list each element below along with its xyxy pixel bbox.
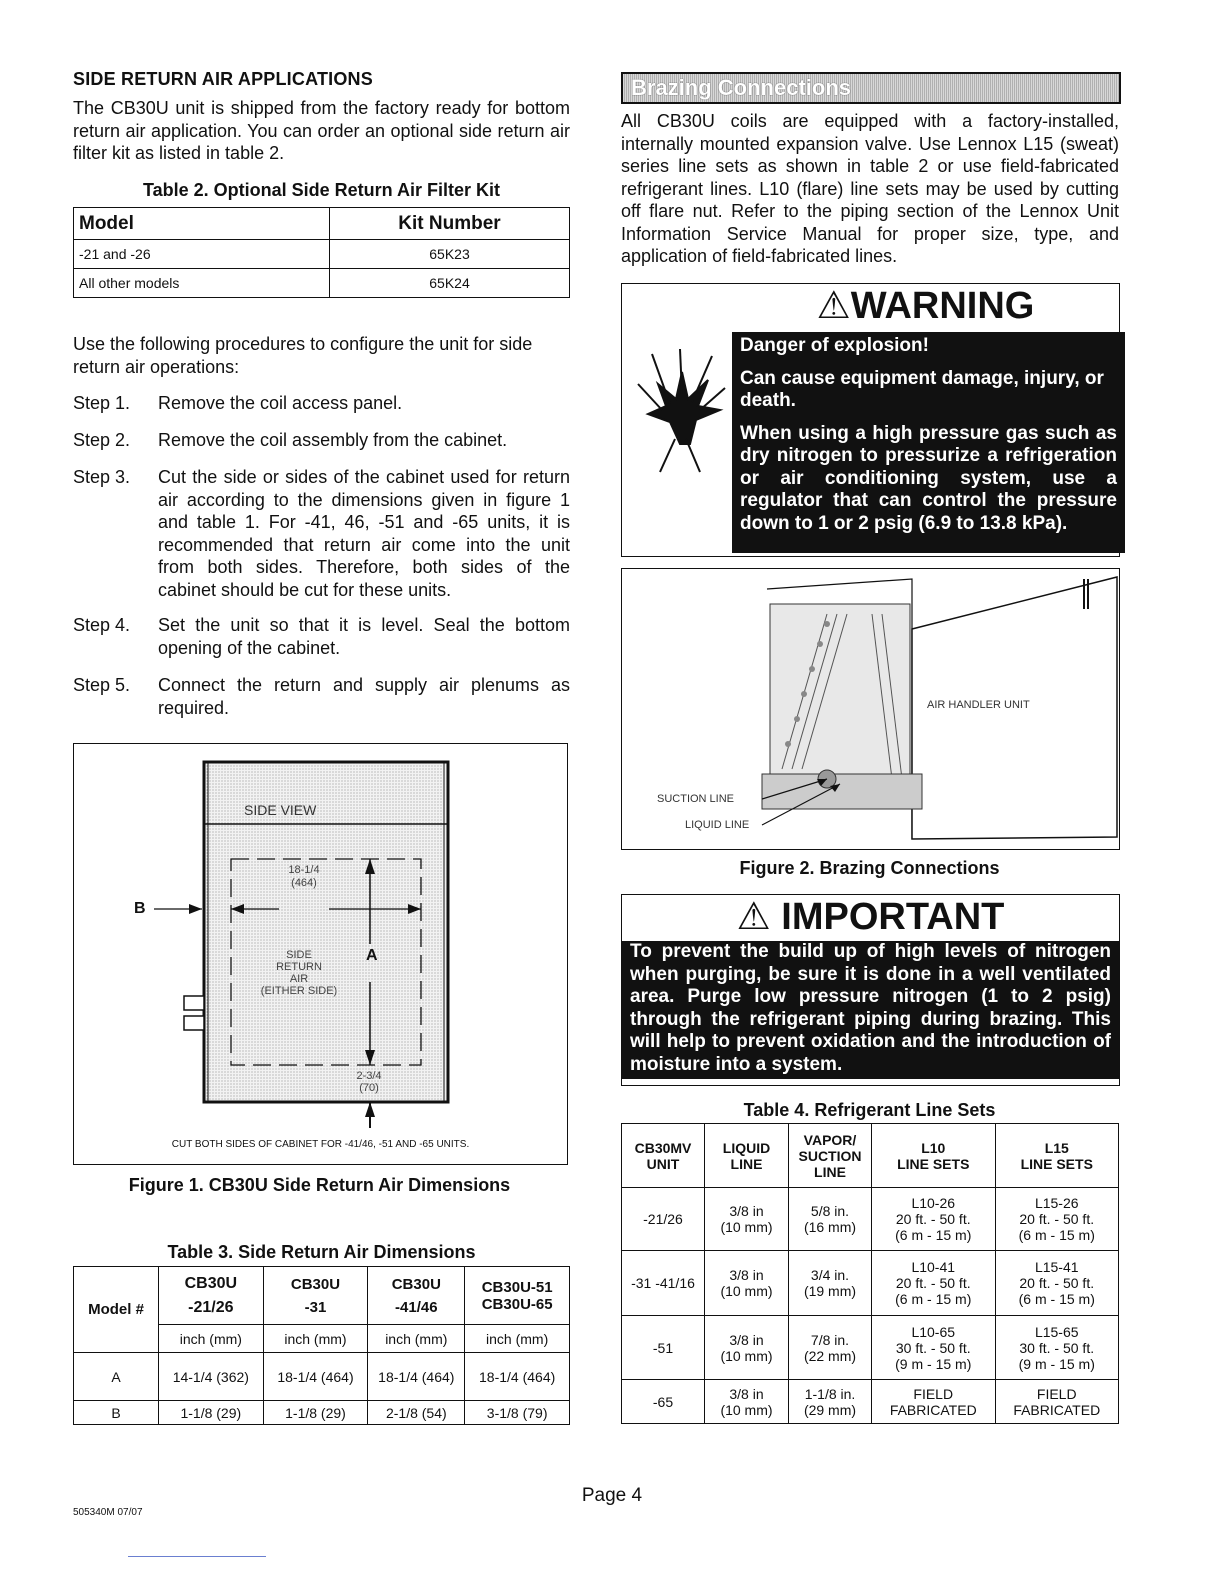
- table-cell: [622, 1380, 705, 1424]
- step-1: [73, 392, 570, 416]
- table-cell: [789, 1188, 872, 1251]
- figure2-frame: [621, 568, 1120, 850]
- warning-title-text: WARNING: [850, 285, 1035, 327]
- document-id: 505340M 07/07: [73, 1507, 143, 1518]
- cell-line: -65: [652, 1393, 674, 1410]
- step-number: Step 2.: [73, 430, 131, 450]
- table-cell: [995, 1380, 1119, 1424]
- cell-line: -21/26: [643, 1211, 683, 1227]
- warning-text: [732, 332, 1125, 553]
- table2-header-kit: Kit Number: [330, 208, 570, 240]
- important-title: [622, 895, 1119, 939]
- cell-line: L10-65: [911, 1323, 956, 1340]
- table-cell: [705, 1316, 789, 1380]
- important-text: To prevent the build up of high levels of nitrogen when purging, be sure it is done in a well ventilated area. Purge low pressure nitrogen (1 to 2 psig) through the refrigerant piping during brazing. This will help to prevent oxidation and the introduction of moisture into a system.: [622, 941, 1119, 1079]
- dim-bottom: [349, 1070, 389, 1094]
- figure2-drawing: [622, 569, 1119, 849]
- cell-line: 5/8 in.: [810, 1203, 850, 1219]
- step-4: [73, 614, 570, 660]
- table-row: [622, 1316, 1119, 1380]
- cell-line: L15-41: [1034, 1259, 1079, 1275]
- cell-line: FABRICATED: [889, 1401, 977, 1418]
- figure1-frame: [73, 743, 568, 1165]
- table3-col-head: [368, 1267, 465, 1325]
- explosion-icon: [630, 344, 730, 474]
- table-cell: [995, 1188, 1119, 1251]
- cell-line: (19 mm): [803, 1283, 857, 1299]
- dim-value-mm: (70): [359, 1082, 379, 1094]
- header-line: LINE SETS: [897, 1155, 970, 1172]
- table-cell: 1-1/8 (29): [159, 1401, 264, 1425]
- table2-caption: Table 2. Optional Side Return Air Filter Kit: [142, 180, 501, 200]
- table4-header: [705, 1124, 789, 1188]
- table-cell: [789, 1316, 872, 1380]
- table-cell: [872, 1251, 996, 1316]
- cell-line: (6 m - 15 m): [1018, 1291, 1095, 1307]
- table2: [73, 207, 570, 298]
- cell-line: L15-65: [1034, 1323, 1079, 1340]
- warning-line: When using a high pressure gas such as dry nitrogen to pressurize a refrigeration or air conditioning system, use a regulator that can control the pressure down to 1 or 2 psig (6.9 to 13.8 kPa).: [740, 422, 1117, 534]
- figure2-caption: Figure 2. Brazing Connections: [739, 858, 1000, 878]
- cell-line: FIELD: [913, 1385, 954, 1402]
- cell-line: 3/8 in: [729, 1267, 764, 1283]
- step-text: Remove the coil access panel.: [158, 393, 403, 413]
- side-view-label: SIDE VIEW: [244, 802, 317, 818]
- table-cell: 1-1/8 (29): [263, 1401, 368, 1425]
- cell-line: (10 mm): [720, 1401, 773, 1418]
- dim-value: 18-1/4: [288, 864, 320, 876]
- table-cell: [995, 1251, 1119, 1316]
- cell-line: L10-26: [911, 1195, 956, 1211]
- table-cell: 18-1/4 (464): [465, 1353, 570, 1401]
- header-line: VAPOR/: [803, 1131, 857, 1148]
- table3-col-head: [263, 1267, 368, 1325]
- warning-box: [621, 283, 1120, 557]
- col-head-line: CB30U: [290, 1275, 341, 1293]
- table-row: [622, 1251, 1119, 1316]
- table-cell: inch (mm): [159, 1325, 264, 1353]
- cell-line: L10-41: [911, 1259, 956, 1275]
- figure1-caption: Figure 1. CB30U Side Return Air Dimensions: [128, 1175, 511, 1195]
- opening-label-line: (EITHER SIDE): [260, 985, 338, 997]
- warning-triangle-icon: ⚠: [736, 896, 771, 938]
- table-cell: 18-1/4 (464): [263, 1353, 368, 1401]
- procedure-intro: Use the following procedures to configure the unit for side return air operations:: [73, 334, 533, 377]
- header-line: CB30MV: [634, 1139, 692, 1156]
- dim-value-mm: (464): [291, 877, 317, 889]
- table-row: [74, 1353, 570, 1401]
- cell-line: -51: [652, 1339, 674, 1356]
- important-title-text: IMPORTANT: [781, 896, 1005, 938]
- cell-line: 20 ft. - 50 ft.: [1019, 1211, 1095, 1227]
- cell-line: 1-1/8 in.: [804, 1385, 856, 1402]
- important-box: [621, 894, 1120, 1086]
- table4-header: [622, 1124, 705, 1188]
- footer-rule: [128, 1556, 266, 1557]
- page-number: Page 4: [581, 1485, 643, 1506]
- table4-header: [995, 1124, 1119, 1188]
- table2-header-model: Model: [74, 208, 330, 240]
- warning-line: Can cause equipment damage, injury, or death.: [740, 367, 1104, 411]
- table-row: [622, 1380, 1119, 1424]
- table-cell: 65K24: [330, 269, 570, 298]
- col-head-line: CB30U-51: [481, 1278, 553, 1296]
- table3-col-head: [465, 1267, 570, 1325]
- cell-line: FIELD: [1036, 1385, 1077, 1402]
- table-cell: [705, 1380, 789, 1424]
- cell-line: 7/8 in.: [810, 1331, 850, 1348]
- table-cell: 65K23: [330, 240, 570, 269]
- figure1-note: CUT BOTH SIDES OF CABINET FOR -41/46, -51 AND -65 UNITS.: [171, 1139, 470, 1150]
- cell-line: (9 m - 15 m): [895, 1355, 972, 1372]
- table-cell: All other models: [74, 269, 330, 298]
- warning-triangle-icon: ⚠: [816, 285, 851, 327]
- cell-line: 3/4 in.: [810, 1267, 850, 1283]
- header-line: LIQUID: [722, 1139, 771, 1156]
- col-head-line: -41/46: [395, 1298, 438, 1316]
- table4: [621, 1123, 1119, 1424]
- table4-header: [872, 1124, 996, 1188]
- header-line: LINE: [814, 1163, 846, 1180]
- header-line: L15: [1044, 1139, 1069, 1156]
- table-cell: 14-1/4 (362): [159, 1353, 264, 1401]
- table4-header: [789, 1124, 872, 1188]
- col-head-line: CB30U-65: [481, 1295, 553, 1313]
- table-cell: -21 and -26: [74, 240, 330, 269]
- header-line: LINE: [730, 1155, 763, 1172]
- table3-model-label: Model #: [74, 1267, 159, 1353]
- col-head-line: -31: [304, 1298, 327, 1316]
- cell-line: 30 ft. - 50 ft.: [895, 1339, 971, 1356]
- header-line: LINE SETS: [1020, 1155, 1093, 1172]
- opening-label-line: RETURN: [276, 961, 322, 973]
- table-cell: [789, 1251, 872, 1316]
- step-text: Remove the coil assembly from the cabinet.: [158, 430, 508, 450]
- table-cell: [705, 1251, 789, 1316]
- col-head-line: CB30U: [391, 1275, 441, 1293]
- col-head-line: -21/26: [188, 1298, 234, 1316]
- cell-line: (29 mm): [803, 1401, 857, 1418]
- header-line: UNIT: [646, 1155, 680, 1172]
- air-handler-label: AIR HANDLER UNIT: [927, 699, 1030, 711]
- table-cell: A: [74, 1353, 159, 1401]
- step-number: Step 3.: [73, 467, 131, 487]
- opening-label-line: SIDE: [286, 949, 312, 961]
- table-cell: inch (mm): [465, 1325, 570, 1353]
- table-cell: [995, 1316, 1119, 1380]
- table-cell: [705, 1188, 789, 1251]
- section-title: SIDE RETURN AIR APPLICATIONS: [73, 69, 373, 89]
- dim-width: [279, 864, 329, 890]
- step-3: [73, 466, 570, 606]
- step-text: Cut the side or sides of the cabinet used for return air according to the dimensions given in figure 1 and table 1. For -41, 46, -51 and -65 units, it is recommended that return air come into the unit from both sides. Therefore, both sides of the cabinet should be cut for these units.: [158, 467, 570, 600]
- step-text: Set the unit so that it is level. Seal the bottom opening of the cabinet.: [158, 615, 570, 658]
- cell-line: FABRICATED: [1013, 1401, 1101, 1418]
- table-row: [74, 269, 570, 298]
- step-number: Step 1.: [73, 393, 131, 413]
- label-b: B: [134, 900, 146, 917]
- step-text: Connect the return and supply air plenums as required.: [158, 675, 570, 718]
- table-cell: 3-1/8 (79): [465, 1401, 570, 1425]
- table-cell: 18-1/4 (464): [368, 1353, 465, 1401]
- label-a: A: [366, 947, 378, 964]
- table-cell: [622, 1251, 705, 1316]
- cell-line: (6 m - 15 m): [1018, 1227, 1095, 1243]
- intro-paragraph: The CB30U unit is shipped from the factory ready for bottom return air application. You can order an optional side return air filter kit as listed in table 2.: [73, 98, 570, 163]
- table-cell: [622, 1188, 705, 1251]
- cell-line: (22 mm): [803, 1347, 857, 1364]
- warning-title: [732, 284, 1119, 328]
- table-cell: [872, 1316, 996, 1380]
- brazing-banner: Brazing Connections: [621, 72, 1121, 104]
- table-cell: inch (mm): [368, 1325, 465, 1353]
- cell-line: 20 ft. - 50 ft.: [895, 1211, 971, 1227]
- table-cell: [789, 1380, 872, 1424]
- table-row: [622, 1188, 1119, 1251]
- table-cell: [622, 1316, 705, 1380]
- cell-line: 3/8 in: [729, 1385, 764, 1402]
- cell-line: (9 m - 15 m): [1018, 1355, 1095, 1372]
- table-row: [74, 240, 570, 269]
- cell-line: (10 mm): [720, 1219, 773, 1235]
- cell-line: (10 mm): [720, 1347, 773, 1364]
- cell-line: 20 ft. - 50 ft.: [1019, 1275, 1095, 1291]
- table-cell: inch (mm): [263, 1325, 368, 1353]
- table4-caption: Table 4. Refrigerant Line Sets: [743, 1100, 996, 1120]
- cell-line: 3/8 in: [729, 1203, 764, 1219]
- table3-col-head: [159, 1267, 264, 1325]
- cell-line: (10 mm): [720, 1283, 773, 1299]
- table-cell: B: [74, 1401, 159, 1425]
- cell-line: 30 ft. - 50 ft.: [1019, 1339, 1095, 1356]
- col-head-line: CB30U: [184, 1274, 238, 1292]
- step-5: [73, 674, 570, 720]
- table-cell: 2-1/8 (54): [368, 1401, 465, 1425]
- liquid-line-label: LIQUID LINE: [685, 819, 750, 831]
- step-2: [73, 429, 570, 453]
- cell-line: -31 -41/16: [631, 1275, 695, 1291]
- table-cell: [872, 1188, 996, 1251]
- cell-line: (16 mm): [803, 1219, 857, 1235]
- opening-label-line: AIR: [289, 973, 309, 985]
- step-number: Step 4.: [73, 615, 131, 635]
- dim-value: 2-3/4: [356, 1070, 382, 1082]
- table3-caption: Table 3. Side Return Air Dimensions: [167, 1242, 476, 1262]
- cell-line: (6 m - 15 m): [895, 1227, 972, 1243]
- cell-line: L15-26: [1034, 1195, 1079, 1211]
- opening-label: [249, 949, 349, 997]
- table3: [73, 1266, 570, 1425]
- cell-line: 3/8 in: [729, 1331, 764, 1348]
- brazing-intro: All CB30U coils are equipped with a factory-installed, internally mounted expansion valve. Use Lennox L15 (sweat) series line sets as shown in table 2 or use field-fabricated refrigerant lines. L10 (flare) line sets may be used by cutting off flare nut. Refer to the piping section of the Lennox Unit Information Service Manual for proper size, type, and application of field-fabricated lines.: [621, 111, 1119, 266]
- table-row: [74, 1401, 570, 1425]
- cell-line: (6 m - 15 m): [895, 1291, 972, 1307]
- header-line: L10: [921, 1139, 946, 1156]
- cell-line: 20 ft. - 50 ft.: [895, 1275, 971, 1291]
- warning-line: Danger of explosion!: [740, 335, 929, 356]
- header-line: SUCTION: [798, 1147, 862, 1164]
- suction-line-label: SUCTION LINE: [657, 793, 735, 805]
- step-number: Step 5.: [73, 675, 131, 695]
- table-cell: [872, 1380, 996, 1424]
